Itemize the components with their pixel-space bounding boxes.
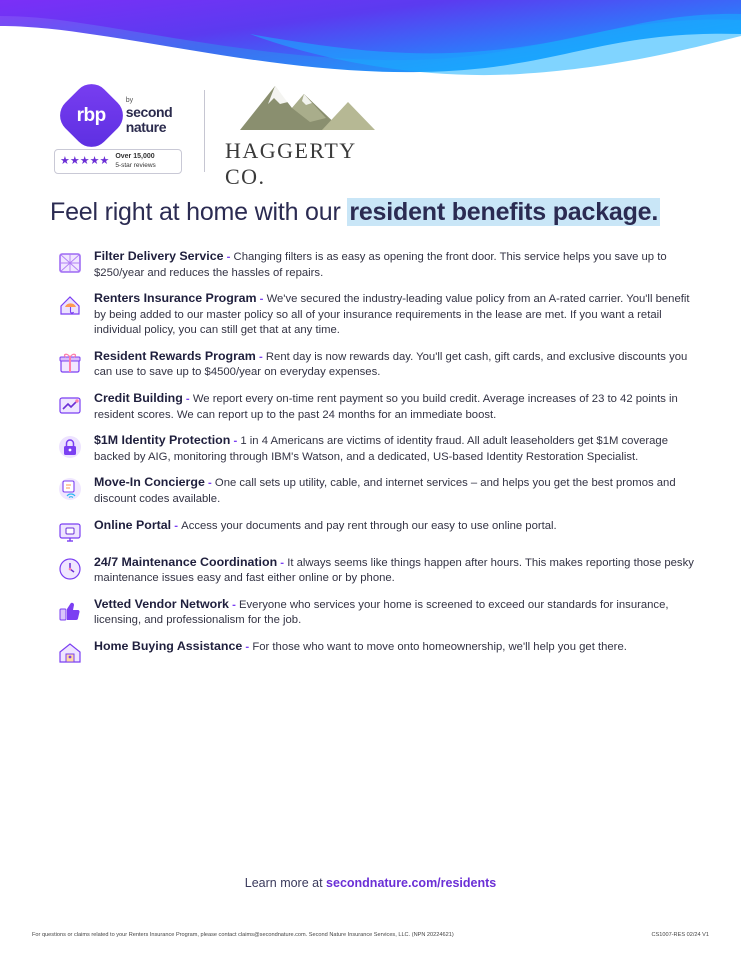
star-rating-icon: ★★★★★ xyxy=(60,155,110,167)
filter-icon xyxy=(57,250,83,276)
benefit-body: Access your documents and pay rent through our easy to use online portal. xyxy=(181,519,557,532)
benefit-title: Resident Rewards Program xyxy=(94,348,256,363)
reviews-label: 5-star reviews xyxy=(115,161,156,169)
list-item: Move-In Concierge - One call sets up utility, cable, and internet services – and helps you get the best promos and discount codes available. xyxy=(50,474,698,507)
monitor-icon xyxy=(57,519,83,545)
lock-shield-icon xyxy=(57,434,83,460)
benefit-title: Credit Building xyxy=(94,391,183,406)
benefits-list xyxy=(50,248,698,675)
partner-logo xyxy=(225,72,385,190)
rbp-logo-text: rbp xyxy=(76,104,106,126)
list-item: Home Buying Assistance - For those who want to move onto homeownership, we'll help you get there. xyxy=(50,638,698,666)
benefit-body: 1 in 4 Americans are victims of identity fraud. All adult leaseholders get $1M coverage backed by AIG, monitoring through IBM's Watson, and a dedicated, US-based Identity Restoration Specialist. xyxy=(94,435,668,463)
brand-line-2: nature xyxy=(125,118,167,135)
rbp-badge-icon xyxy=(64,88,119,143)
benefit-title: Filter Delivery Service xyxy=(94,249,224,263)
list-item: Credit Building - We report every on-time rent payment so you build credit. Average increases of 23 to 42 points in resident scores. We can report up to the past 24 months for an immediate boost. xyxy=(50,390,698,423)
benefit-body: For those who want to move onto homeownership, we'll help you get there. xyxy=(252,640,627,653)
list-item: 24/7 Maintenance Coordination - It always seems like things happen after hours. This makes reporting those pesky maintenance issues easy and fast either online or by phone. xyxy=(50,554,698,587)
house-key-icon xyxy=(57,640,83,666)
benefit-title: $1M Identity Protection xyxy=(94,433,231,448)
benefit-body: It always seems like things happen after hours. This makes reporting those pesky maintenance issues easy and fast either online or by phone. xyxy=(94,556,694,585)
umbrella-house-icon xyxy=(57,292,83,318)
learn-more xyxy=(0,876,741,890)
logo-row xyxy=(48,72,385,190)
benefit-title: Online Portal xyxy=(94,517,172,532)
reviews-count: Over 15,000 xyxy=(115,153,155,161)
mountain-icon xyxy=(230,72,380,134)
list-item: Vetted Vendor Network - Everyone who services your home is screened to exceed our standards for insurance, licensing, and professionalism for the job. xyxy=(50,596,698,629)
headline-prefix: Feel right at home with our xyxy=(50,198,348,226)
chart-up-icon xyxy=(57,392,83,418)
clock-icon xyxy=(57,556,83,582)
benefit-title: Renters Insurance Program xyxy=(94,291,257,306)
list-item: $1M Identity Protection - 1 in 4 Americans are victims of identity fraud. All adult leaseholders get $1M coverage backed by AIG, monitoring through IBM's Watson, and a dedicated, US-based Identity Restoration Specialist. xyxy=(50,432,698,465)
list-item: Filter Delivery Service - Changing filters is as easy as opening the front door. This service helps you save up to $250/year and reduces the hassles of repairs. xyxy=(50,248,698,281)
headline-highlight: resident benefits package. xyxy=(349,198,659,226)
list-item: Resident Rewards Program - Rent day is now rewards day. You'll get cash, gift cards, and exclusive discounts you can use to save up to $4500/year on everyday expenses. xyxy=(50,348,698,381)
list-item: Renters Insurance Program - We've secured the industry-leading value policy from an A-rated carrier. You'll benefit by being added to our master policy so all of your insurance requirements in the lease are met. If you want a retail individual policy, you can still get that at any time. xyxy=(50,290,698,339)
gift-icon xyxy=(57,350,83,376)
partner-name: HAGGERTY CO. xyxy=(225,138,356,189)
benefit-body: We report every on-time rent payment so you build credit. Average increases of 23 to 42 points in resident scores. We can report up to the past 24 months for an immediate boost. xyxy=(94,393,678,421)
by-label: by xyxy=(125,97,134,105)
document-code: CS1007-RES 02/24 V1 xyxy=(651,932,709,938)
logo-divider xyxy=(204,90,205,172)
rbp-second-nature-logo xyxy=(48,88,188,174)
benefit-body: Everyone who services your home is screened to exceed our standards for insurance, licensing, and professionalism for the job. xyxy=(94,598,669,627)
benefit-body: Rent day is now rewards day. You'll get cash, gift cards, and exclusive discounts you can use to save up to $4500/year on everyday expenses. xyxy=(94,350,688,379)
page-title xyxy=(50,198,660,227)
benefit-title: Vetted Vendor Network xyxy=(94,596,229,611)
wifi-box-icon xyxy=(57,476,83,502)
benefit-title: Home Buying Assistance xyxy=(94,638,243,653)
footnote-text: For questions or claims related to your Renters Insurance Program, please contact claims@secondnature.com. Second Nature Insurance Services, LLC. (NPN 20224621) xyxy=(32,932,454,938)
reviews-badge xyxy=(54,149,182,174)
learn-more-label: Learn more at xyxy=(244,876,327,890)
brand-line-1: second xyxy=(125,104,173,121)
benefit-title: 24/7 Maintenance Coordination xyxy=(94,554,278,569)
residents-link[interactable]: secondnature.com/residents xyxy=(326,876,497,890)
benefit-body: One call sets up utility, cable, and internet services – and helps you get the best promos and discount codes available. xyxy=(94,477,676,505)
list-item: Online Portal - Access your documents and pay rent through our easy to use online portal. xyxy=(50,517,698,545)
thumbs-up-icon xyxy=(57,598,83,624)
benefit-body: We've secured the industry-leading value policy from an A-rated carrier. You'll benefit by being added to our master policy so all of your insurance requirements in the lease are met. If you want a retail individual policy, you can still get that at any time. xyxy=(94,293,690,337)
benefit-body: Changing filters is as easy as opening the front door. This service helps you save up to $250/year and reduces the hassles of repairs. xyxy=(94,251,667,279)
second-nature-wordmark xyxy=(126,97,173,134)
benefit-title: Move-In Concierge xyxy=(94,475,205,490)
